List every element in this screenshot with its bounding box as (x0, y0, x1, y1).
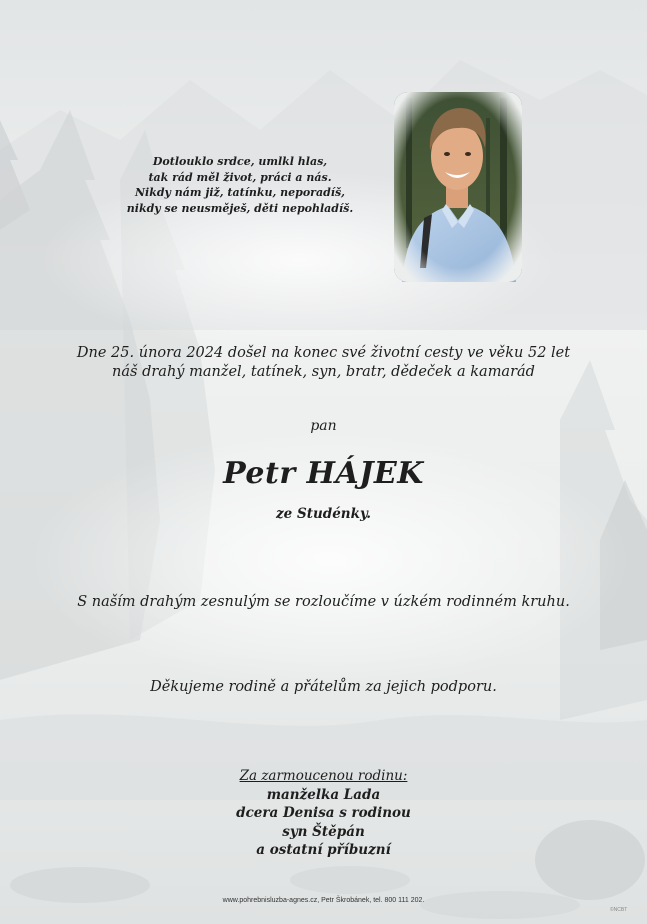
deceased-name: Petr HÁJEK (223, 456, 424, 491)
announcement-line: Dne 25. února 2024 došel na konec své životní cesty ve věku 52 let (76, 345, 571, 361)
mourners-heading: Za zarmoucenou rodinu: (239, 768, 408, 784)
poem-line: Dotlouklo srdce, umlkl hlas, (152, 155, 328, 168)
announcement-line: náš drahý manžel, tatínek, syn, bratr, dědeček a kamarád (112, 364, 535, 380)
farewell-notice: S naším drahým zesnulým se rozloučíme v úzkém rodinném kruhu. (77, 594, 570, 610)
portrait-photo (388, 88, 528, 288)
deceased-origin: ze Studénky. (276, 506, 371, 522)
memorial-poem (120, 154, 360, 216)
title-prefix: pan (310, 418, 337, 434)
mourners-section (0, 767, 647, 860)
mourner-item: syn Štěpán (282, 823, 365, 840)
death-announcement (40, 344, 607, 382)
poem-line: nikdy se neusměješ, děti nepohladíš. (126, 201, 354, 215)
corner-mark: ©NCBT (610, 907, 628, 913)
poem-line: tak rád měl život, práci a nás. (148, 170, 332, 184)
mourner-item: manželka Lada (266, 786, 381, 803)
poem-line: Nikdy nám již, tatínku, neporadíš, (134, 186, 345, 199)
mourner-item: dcera Denisa s rodinou (236, 805, 411, 822)
funeral-service-footer: www.pohrebnisluzba-agnes.cz, Petr Škrobánek, tel. 800 111 202. (222, 897, 425, 904)
thanks-note: Děkujeme rodině a přátelům za jejich podporu. (150, 679, 497, 695)
mourner-item: a ostatní příbuzní (256, 842, 391, 859)
